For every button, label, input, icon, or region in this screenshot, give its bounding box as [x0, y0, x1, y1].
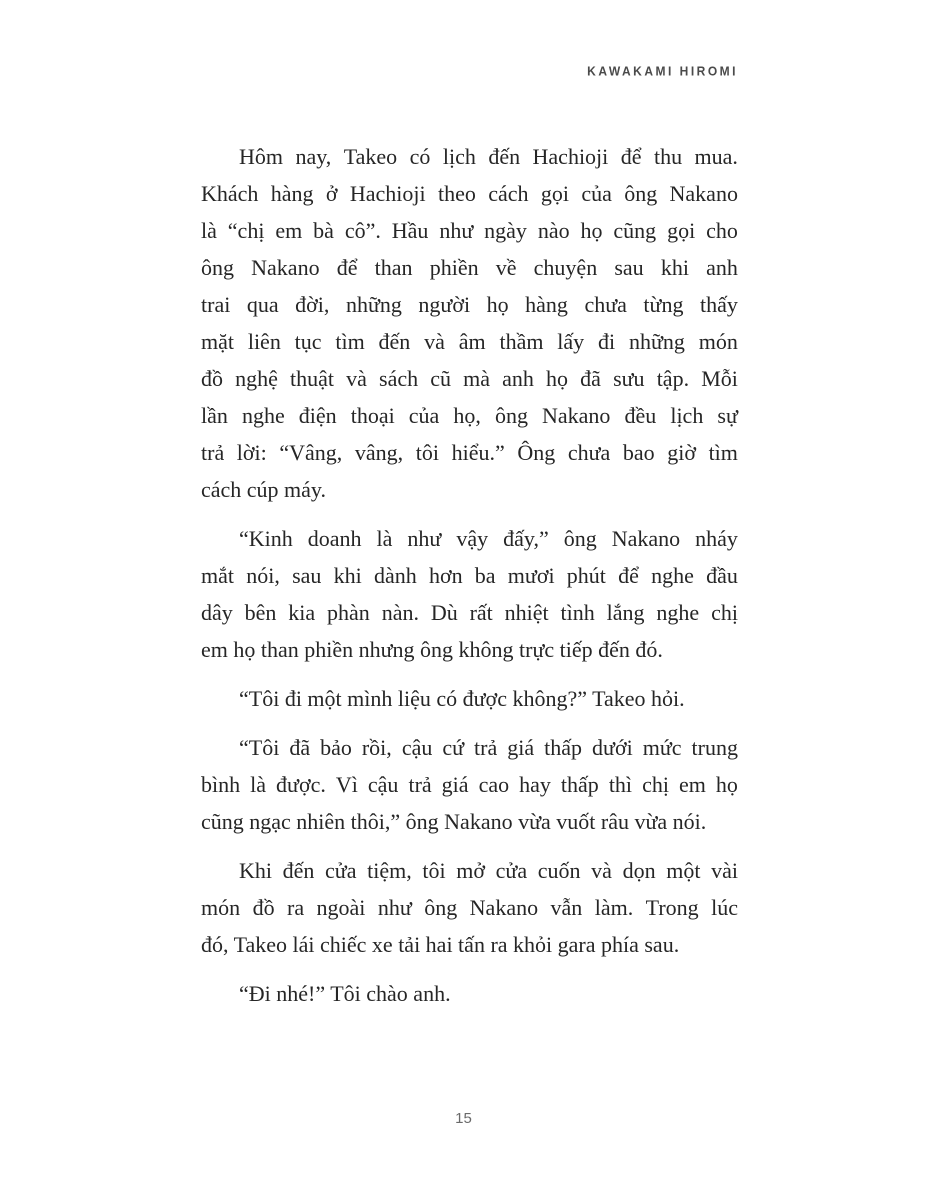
text-line: là “chị em bà cô”. Hầu như ngày nào họ cũng gọi cho: [201, 218, 738, 243]
text-line: đồ nghệ thuật và sách cũ mà anh họ đã sưu tập. Mỗi: [201, 366, 738, 391]
text-line: “Tôi đã bảo rồi, cậu cứ trả giá thấp dưới mức trung: [239, 735, 738, 760]
text-line: bình là được. Vì cậu trả giá cao hay thấp thì chị em họ: [201, 772, 738, 797]
paragraph: [201, 520, 738, 668]
text-line: lần nghe điện thoại của họ, ông Nakano đều lịch sự: [201, 403, 738, 428]
text-line: mắt nói, sau khi dành hơn ba mươi phút để nghe đầu: [201, 563, 738, 588]
text-line: món đồ ra ngoài như ông Nakano vẫn làm. Trong lúc: [201, 895, 738, 920]
text-block: [201, 138, 738, 1012]
text-line: “Kinh doanh là như vậy đấy,” ông Nakano nháy: [239, 526, 738, 551]
paragraph: [201, 729, 738, 840]
paragraph: [201, 138, 738, 508]
page-number: 15: [455, 1110, 472, 1127]
paragraph: [201, 852, 738, 963]
running-head-author: KAWAKAMI HIROMI: [587, 63, 738, 79]
text-line: dây bên kia phàn nàn. Dù rất nhiệt tình lắng nghe chị: [201, 600, 738, 625]
text-line: mặt liên tục tìm đến và âm thầm lấy đi những món: [201, 329, 738, 354]
text-line: em họ than phiền nhưng ông không trực tiếp đến đó.: [201, 637, 663, 662]
text-line: Khi đến cửa tiệm, tôi mở cửa cuốn và dọn một vài: [239, 858, 738, 883]
text-line: Khách hàng ở Hachioji theo cách gọi của ông Nakano: [201, 181, 738, 206]
text-line: ông Nakano để than phiền về chuyện sau khi anh: [201, 255, 738, 280]
text-line: “Tôi đi một mình liệu có được không?” Takeo hỏi.: [239, 686, 685, 711]
paragraph: [201, 680, 738, 717]
text-line: đó, Takeo lái chiếc xe tải hai tấn ra khỏi gara phía sau.: [201, 932, 680, 957]
text-line: trai qua đời, những người họ hàng chưa từng thấy: [201, 292, 738, 317]
text-line: “Đi nhé!” Tôi chào anh.: [239, 981, 451, 1006]
paragraph: [201, 975, 738, 1012]
text-line: trả lời: “Vâng, vâng, tôi hiểu.” Ông chưa bao giờ tìm: [201, 440, 738, 465]
text-line: cũng ngạc nhiên thôi,” ông Nakano vừa vuốt râu vừa nói.: [201, 809, 707, 834]
text-line: cách cúp máy.: [201, 477, 327, 502]
text-line: Hôm nay, Takeo có lịch đến Hachioji để thu mua.: [239, 144, 738, 169]
